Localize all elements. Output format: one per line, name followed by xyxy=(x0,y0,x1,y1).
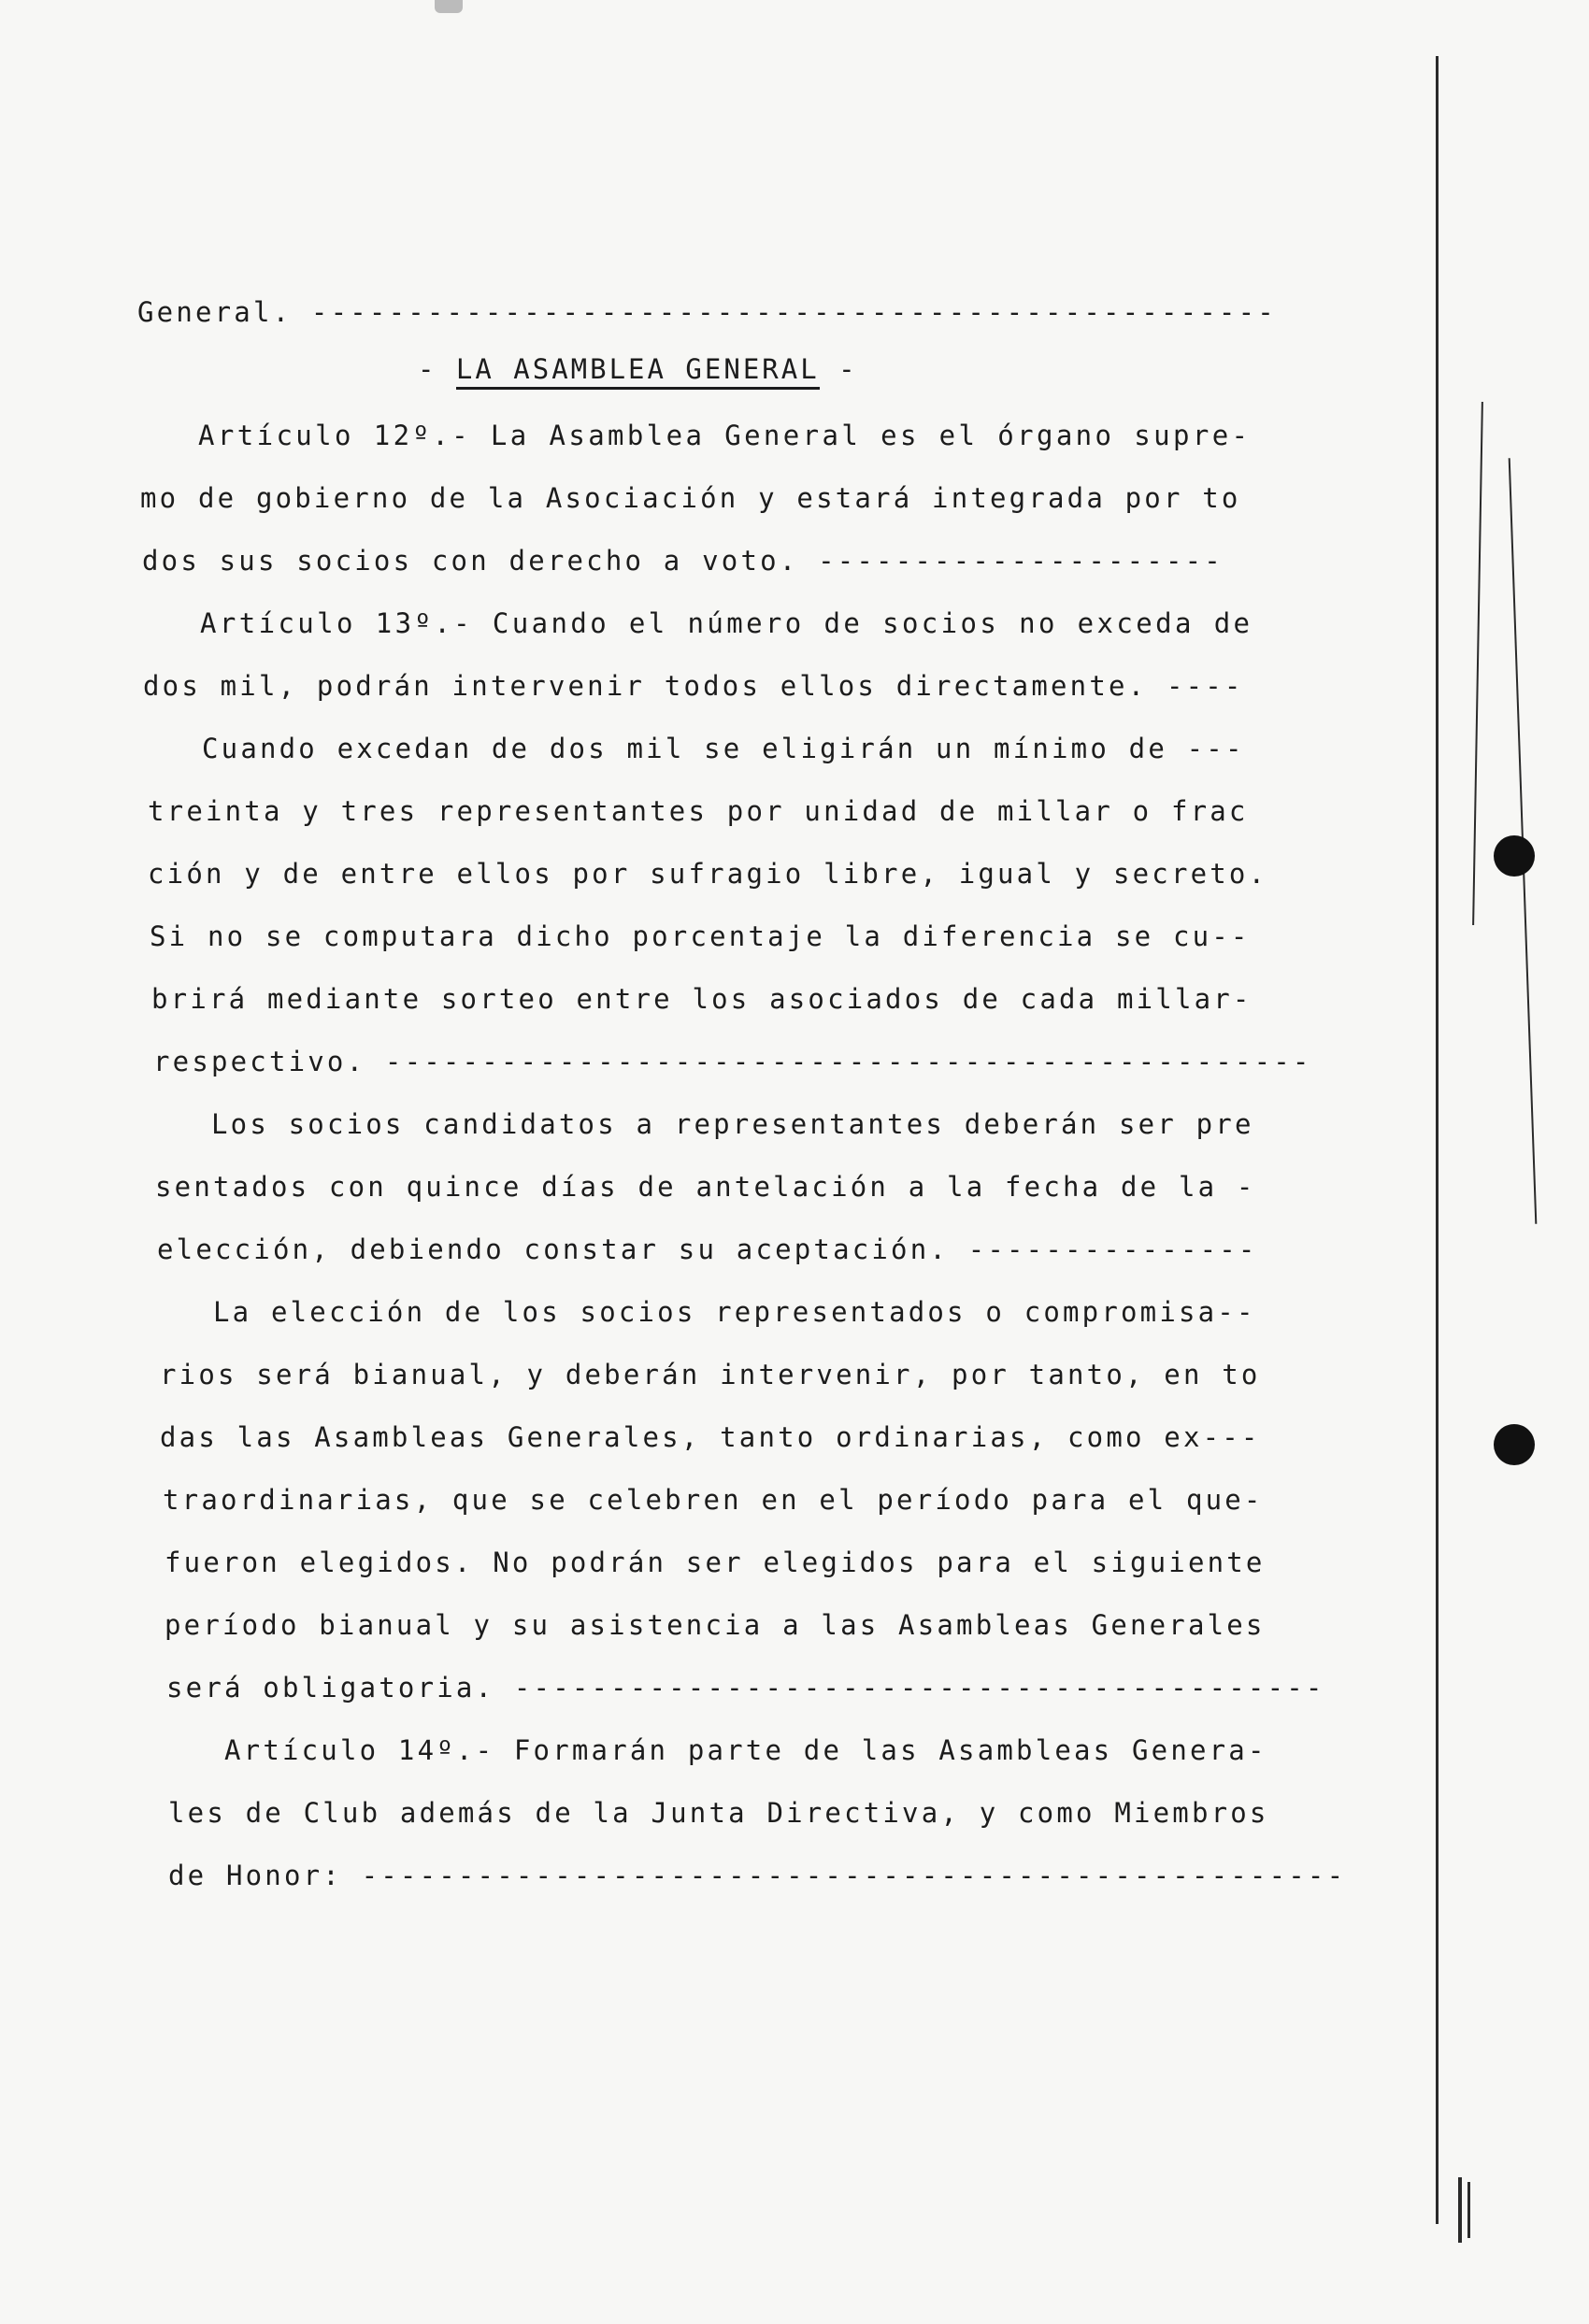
text-line: treinta y tres representantes por unidad de millar o frac xyxy=(148,795,1249,827)
text-line: rios será bianual, y deberán intervenir, por tanto, en to xyxy=(160,1359,1261,1390)
text-line: traordinarias, que se celebren en el período para el que- xyxy=(163,1484,1264,1516)
text-line: dos sus socios con derecho a voto. --------------------- xyxy=(142,545,1224,577)
text-line: brirá mediante sorteo entre los asociados de cada millar- xyxy=(151,983,1253,1015)
binder-edge-mark xyxy=(1458,2177,1462,2243)
text-line: de Honor: --------------------------------------------------- xyxy=(168,1860,1347,1891)
heading-title: LA ASAMBLEA GENERAL xyxy=(456,353,820,390)
text-line: Cuando excedan de dos mil se eligirán un mínimo de --- xyxy=(202,733,1245,764)
binder-edge-line xyxy=(1436,56,1439,2224)
text-line: les de Club además de la Junta Directiva, y como Miembros xyxy=(168,1797,1269,1829)
text-line: fueron elegidos. No podrán ser elegidos para el siguiente xyxy=(165,1547,1266,1578)
text-line: Si no se computara dicho porcentaje la diferencia se cu-- xyxy=(150,920,1251,952)
text-line: respectivo. ------------------------------------------------ xyxy=(153,1046,1312,1077)
punch-hole xyxy=(1494,1424,1535,1465)
text-line: mo de gobierno de la Asociación y estará integrada por to xyxy=(140,482,1241,514)
punch-hole xyxy=(1494,835,1535,877)
binder-edge-mark xyxy=(1467,2182,1470,2238)
heading-prefix: - xyxy=(418,353,456,385)
text-line: das las Asambleas Generales, tanto ordinarias, como ex--- xyxy=(160,1421,1261,1453)
text-line: Artículo 13º.- Cuando el número de socios no exceda de xyxy=(200,607,1253,639)
margin-pen-line xyxy=(1472,402,1483,925)
text-line: período bianual y su asistencia a las Asambleas Generales xyxy=(165,1609,1266,1641)
text-line: sentados con quince días de antelación a la fecha de la - xyxy=(155,1171,1256,1203)
text-line: General. -------------------------------------------------- xyxy=(137,296,1277,328)
scan-smudge xyxy=(435,0,463,13)
section-heading xyxy=(418,353,858,385)
text-line: La elección de los socios representados o compromisa-- xyxy=(213,1296,1256,1328)
text-line: Artículo 12º.- La Asamblea General es el órgano supre- xyxy=(198,420,1252,451)
text-line: será obligatoria. ------------------------------------------ xyxy=(166,1672,1325,1704)
text-line: dos mil, podrán intervenir todos ellos directamente. ---- xyxy=(143,670,1244,702)
text-line: Artículo 14º.- Formarán parte de las Asambleas Genera- xyxy=(224,1734,1267,1766)
heading-suffix: - xyxy=(819,353,858,385)
text-line: ción y de entre ellos por sufragio libre, igual y secreto. xyxy=(148,858,1268,890)
text-line: elección, debiendo constar su aceptación. --------------- xyxy=(157,1233,1258,1265)
text-line: Los socios candidatos a representantes deberán ser pre xyxy=(211,1108,1254,1140)
